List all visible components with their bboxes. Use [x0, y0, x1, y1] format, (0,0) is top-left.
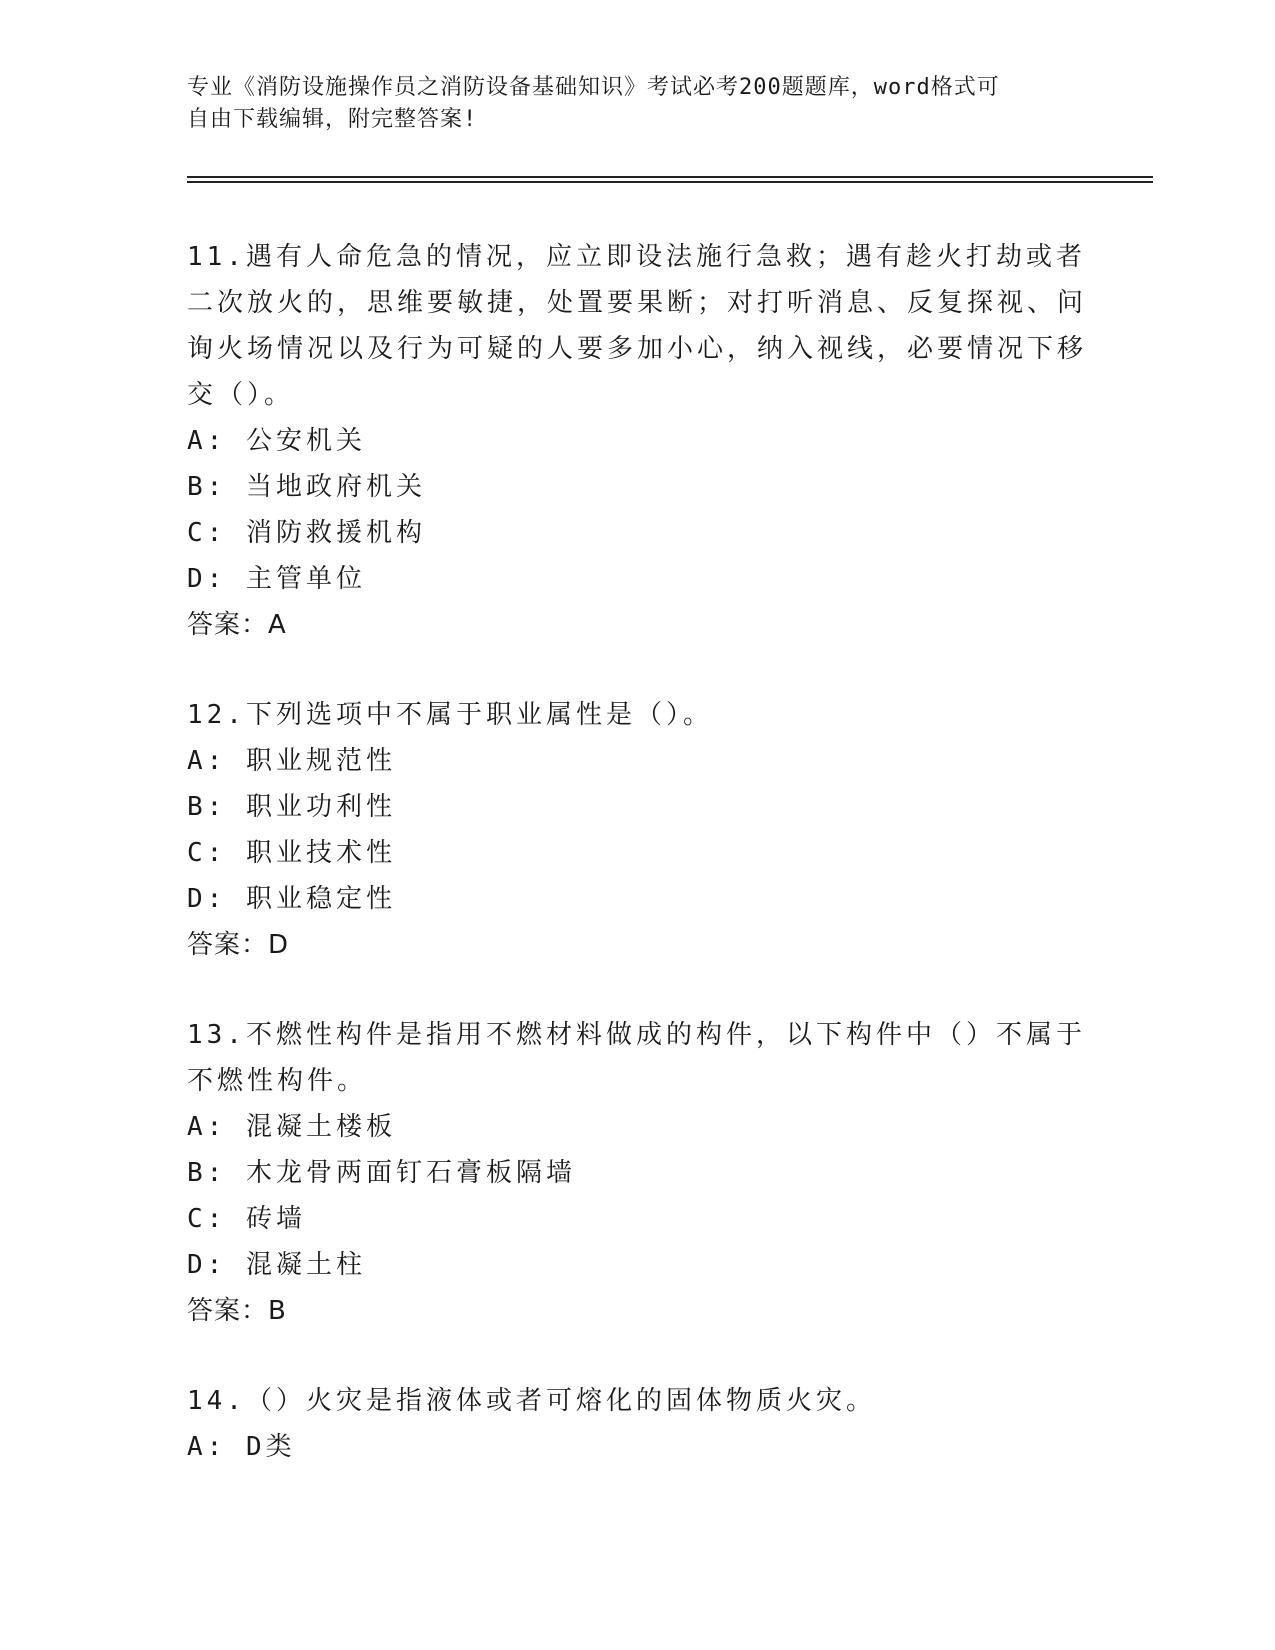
question-text: 13.不燃性构件是指用不燃材料做成的构件，以下构件中（）不属于不燃性构件。 [187, 1020, 1086, 1096]
option-c: C: 消防救援机构 [187, 518, 426, 548]
question-list [187, 234, 1087, 1514]
question-text: 11.遇有人命危急的情况，应立即设法施行急救；遇有趁火打劫或者二次放火的，思维要敏捷，处置要果断；对打听消息、反复探视、问询火场情况以及行为可疑的人要多加小心，纳入视线，必要情况下移交（）。 [187, 242, 1088, 410]
header-line-1: 专业《消防设施操作员之消防设备基础知识》考试必考200题题库，word格式可 [187, 75, 1000, 100]
option-b: B: 职业功利性 [187, 792, 396, 822]
option-a: A: 职业规范性 [187, 746, 396, 776]
question-text: 12.下列选项中不属于职业属性是（）。 [187, 700, 713, 730]
question-13 [187, 1012, 1087, 1334]
option-c: C: 砖墙 [187, 1204, 306, 1234]
header-divider-bottom [187, 181, 1153, 183]
document-header [187, 72, 1067, 136]
answer-line: 答案：D [187, 930, 290, 960]
question-14 [187, 1378, 1087, 1470]
header-divider-top [187, 176, 1153, 178]
option-a: A: D类 [187, 1432, 296, 1462]
answer-line: 答案：B [187, 1296, 287, 1326]
option-d: D: 混凝土柱 [187, 1250, 366, 1280]
option-b: B: 当地政府机关 [187, 472, 426, 502]
option-a: A: 公安机关 [187, 426, 366, 456]
answer-line: 答案：A [187, 610, 287, 640]
question-text: 14.（）火灾是指液体或者可熔化的固体物质火灾。 [187, 1386, 876, 1416]
header-line-2: 自由下载编辑，附完整答案! [187, 107, 478, 132]
option-b: B: 木龙骨两面钉石膏板隔墙 [187, 1158, 576, 1188]
option-c: C: 职业技术性 [187, 838, 396, 868]
question-11 [187, 234, 1087, 648]
question-12 [187, 692, 1087, 968]
option-a: A: 混凝土楼板 [187, 1112, 396, 1142]
option-d: D: 主管单位 [187, 564, 366, 594]
option-d: D: 职业稳定性 [187, 884, 396, 914]
